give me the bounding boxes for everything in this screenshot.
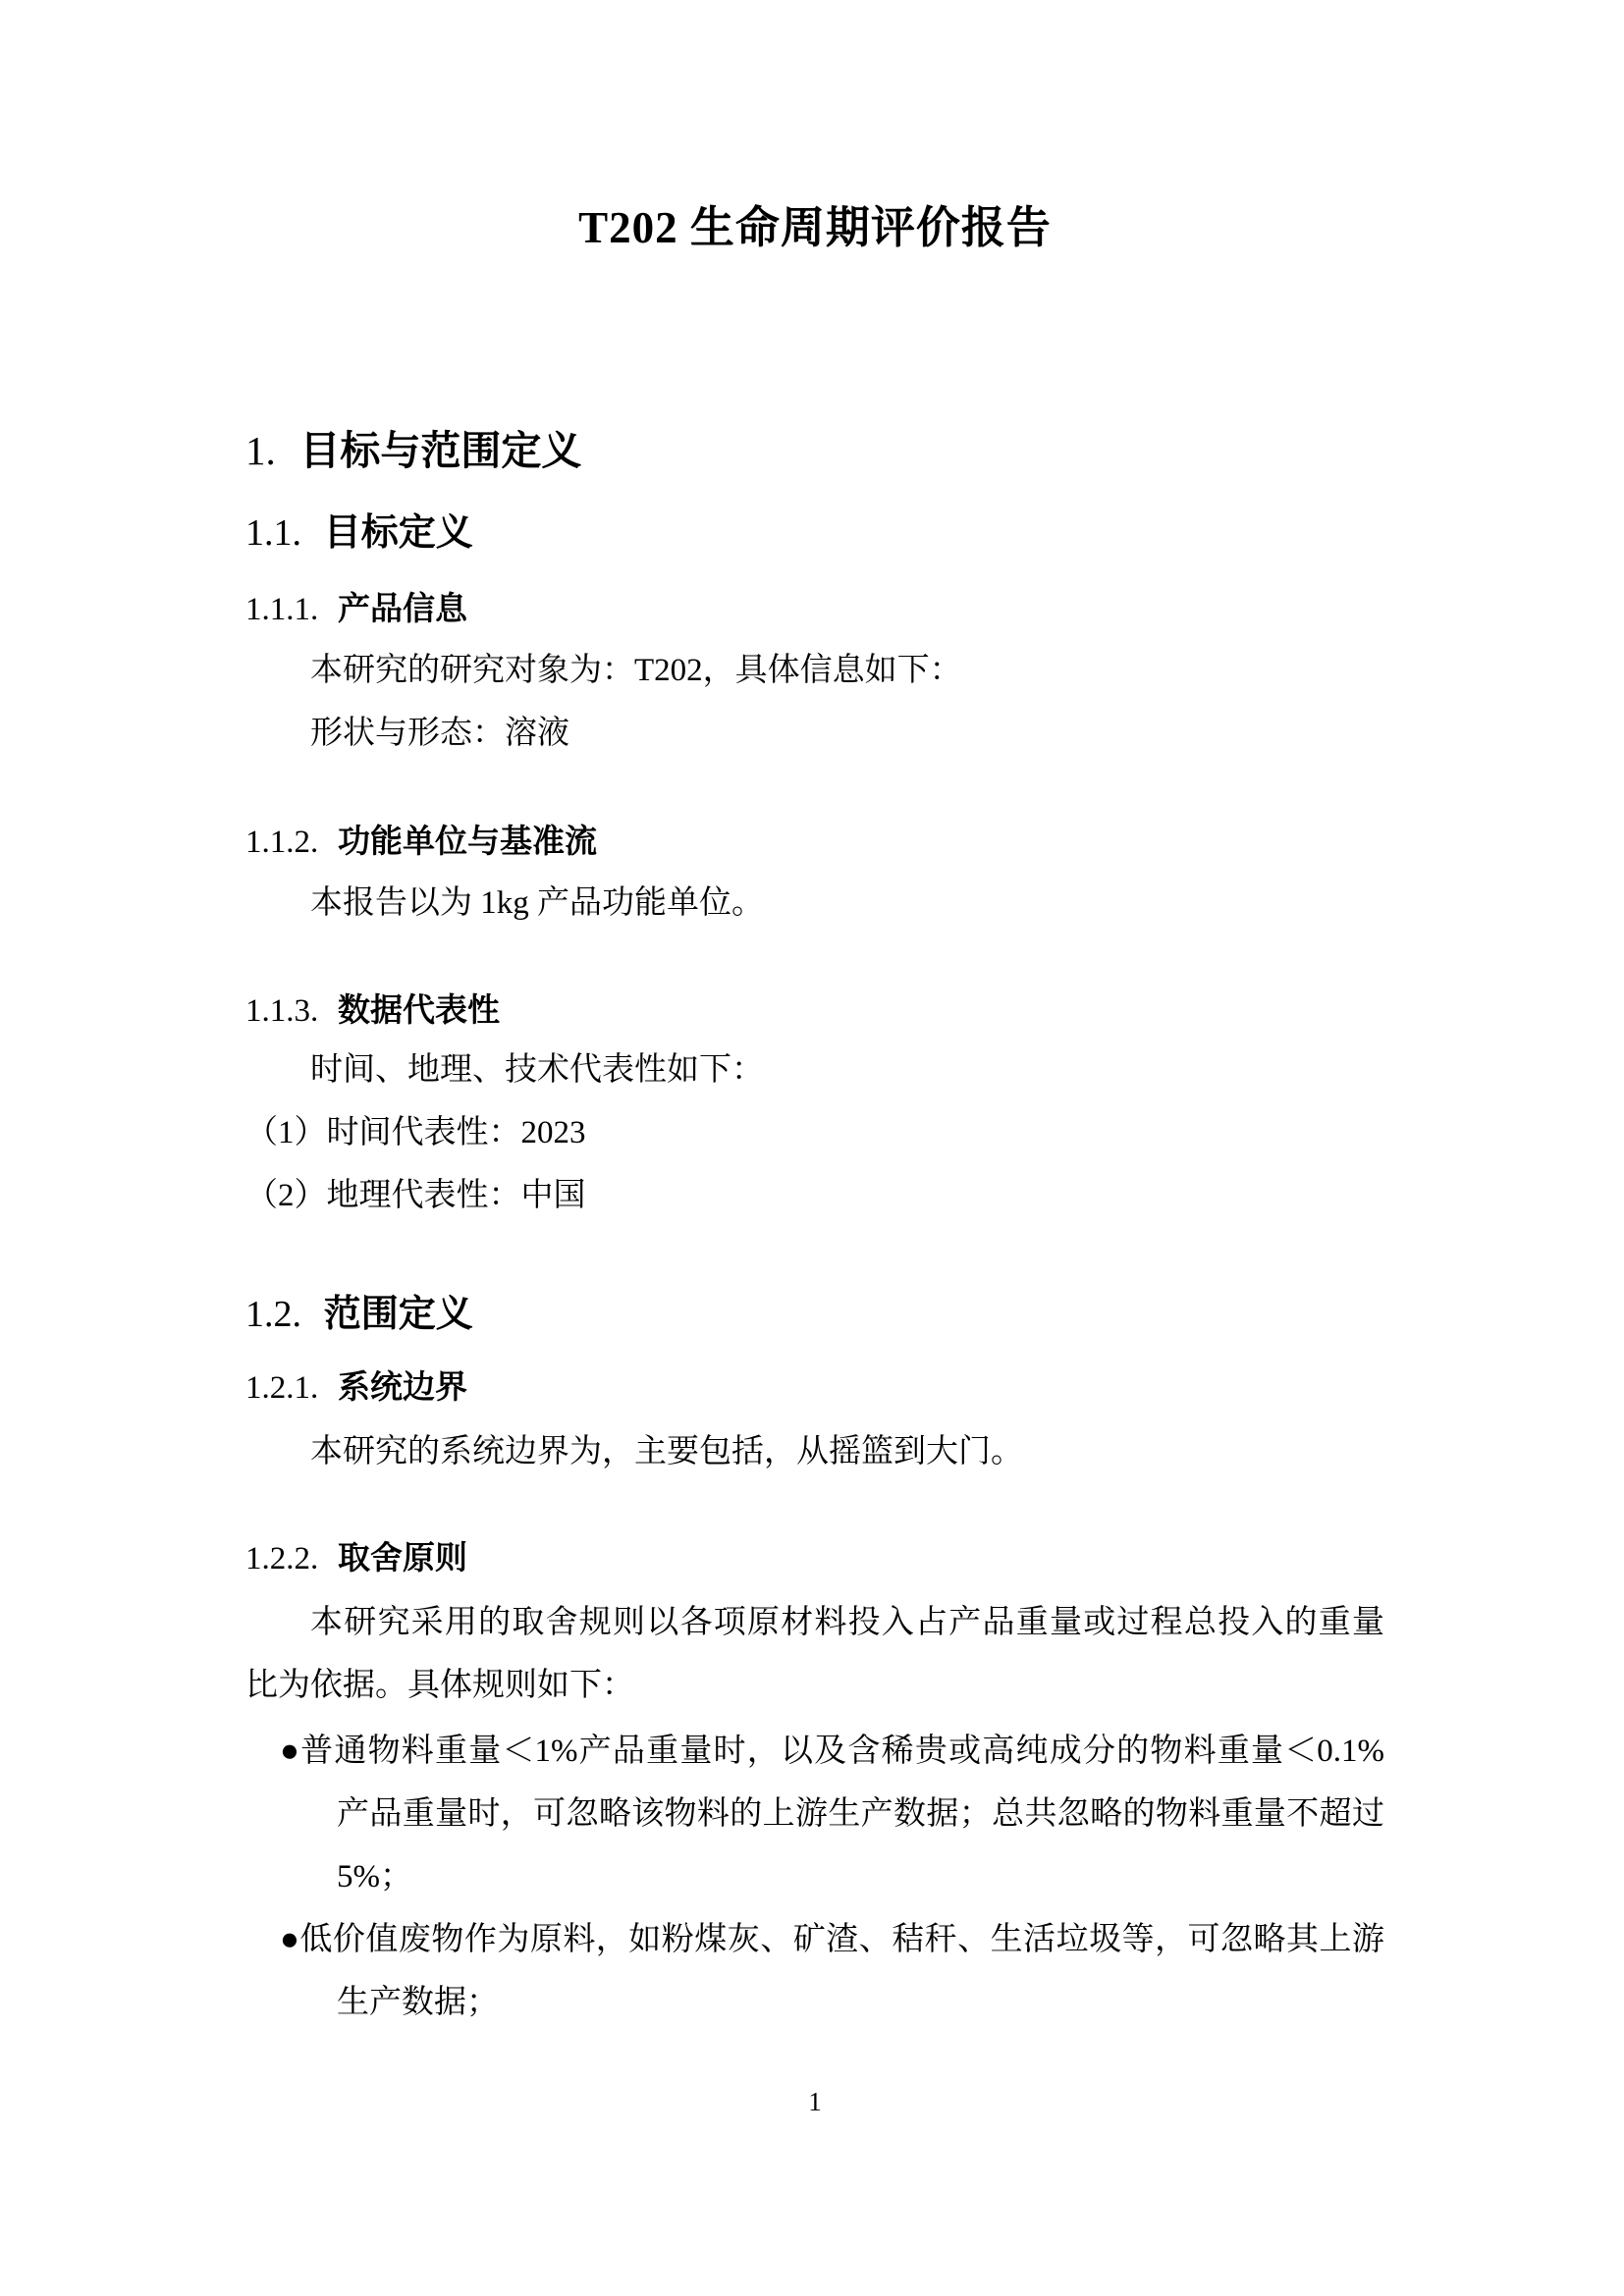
bullet-item-low-value-waste <box>245 1908 1384 2034</box>
heading-number: 1.1.2. <box>245 825 319 860</box>
paragraph-functional-unit <box>245 872 1384 934</box>
heading-text: 目标与范围定义 <box>299 428 582 473</box>
heading-number: 1.1. <box>245 512 301 554</box>
heading-text: 功能单位与基准流 <box>338 823 598 859</box>
paragraph-line: 本研究的研究对象为：T202，具体信息如下： <box>310 653 962 688</box>
paragraph-line: 本研究的系统边界为，主要包括，从摇篮到大门。 <box>310 1434 1023 1469</box>
paragraph-cutoff-intro <box>245 1591 1384 1717</box>
paragraph-line: 本研究采用的取舍规则以各项原材料投入占产品重量或过程总投入的重量 <box>310 1605 1384 1640</box>
heading-text: 范围定义 <box>323 1294 473 1335</box>
page-number: 1 <box>808 2087 822 2116</box>
paragraph-line: 本报告以为 1kg 产品功能单位。 <box>310 885 764 921</box>
paragraph-line: （1）时间代表性：2023 <box>245 1115 586 1150</box>
bullet-line: 生产数据； <box>337 1985 499 2020</box>
heading-number: 1.2.1. <box>245 1370 319 1406</box>
heading-1-2-scope-definition <box>245 1292 1384 1338</box>
heading-1-goal-and-scope <box>245 426 1384 475</box>
paragraph-line: 比为依据。具体规则如下： <box>245 1668 634 1703</box>
heading-number: 1.2.2. <box>245 1541 319 1576</box>
paragraph-data-representativeness <box>245 1039 1384 1227</box>
heading-number: 1.1.1. <box>245 592 319 627</box>
heading-text: 数据代表性 <box>338 991 501 1028</box>
paragraph-line: 形状与形态：溶液 <box>310 716 569 751</box>
heading-number: 1.1.3. <box>245 993 319 1029</box>
paragraph-product-info <box>245 639 1384 765</box>
paragraph-line: 时间、地理、技术代表性如下： <box>310 1052 764 1088</box>
heading-text: 系统边界 <box>338 1368 468 1405</box>
heading-text: 目标定义 <box>323 512 473 554</box>
paragraph-line: （2）地理代表性：中国 <box>245 1178 586 1213</box>
document-title: T202 生命周期评价报告 <box>578 203 1052 252</box>
paragraph-system-boundary <box>245 1420 1384 1483</box>
bullet-line: 产品重量时，可忽略该物料的上游生产数据；总共忽略的物料重量不超过 <box>337 1796 1384 1832</box>
heading-1-1-goal-definition <box>245 510 1384 557</box>
bullet-line: ●低价值废物作为原料，如粉煤灰、矿渣、秸秆、生活垃圾等，可忽略其上游 <box>280 1922 1384 1957</box>
bullet-line: ●普通物料重量＜1%产品重量时，以及含稀贵或高纯成分的物料重量＜0.1% <box>280 1734 1384 1769</box>
heading-number: 1.2. <box>245 1294 301 1335</box>
bullet-line: 5%； <box>337 1859 412 1895</box>
bullet-item-material-cutoff <box>245 1720 1384 1908</box>
heading-1-2-1-system-boundary <box>245 1365 1384 1410</box>
heading-text: 取舍原则 <box>338 1539 468 1575</box>
heading-1-2-2-cutoff-rules <box>245 1536 1384 1580</box>
heading-1-1-3-data-representativeness <box>245 988 1384 1033</box>
heading-1-1-2-functional-unit <box>245 820 1384 864</box>
heading-1-1-1-product-info <box>245 587 1384 631</box>
heading-text: 产品信息 <box>338 590 468 626</box>
page-content <box>0 201 1624 2118</box>
heading-number: 1. <box>245 428 276 473</box>
